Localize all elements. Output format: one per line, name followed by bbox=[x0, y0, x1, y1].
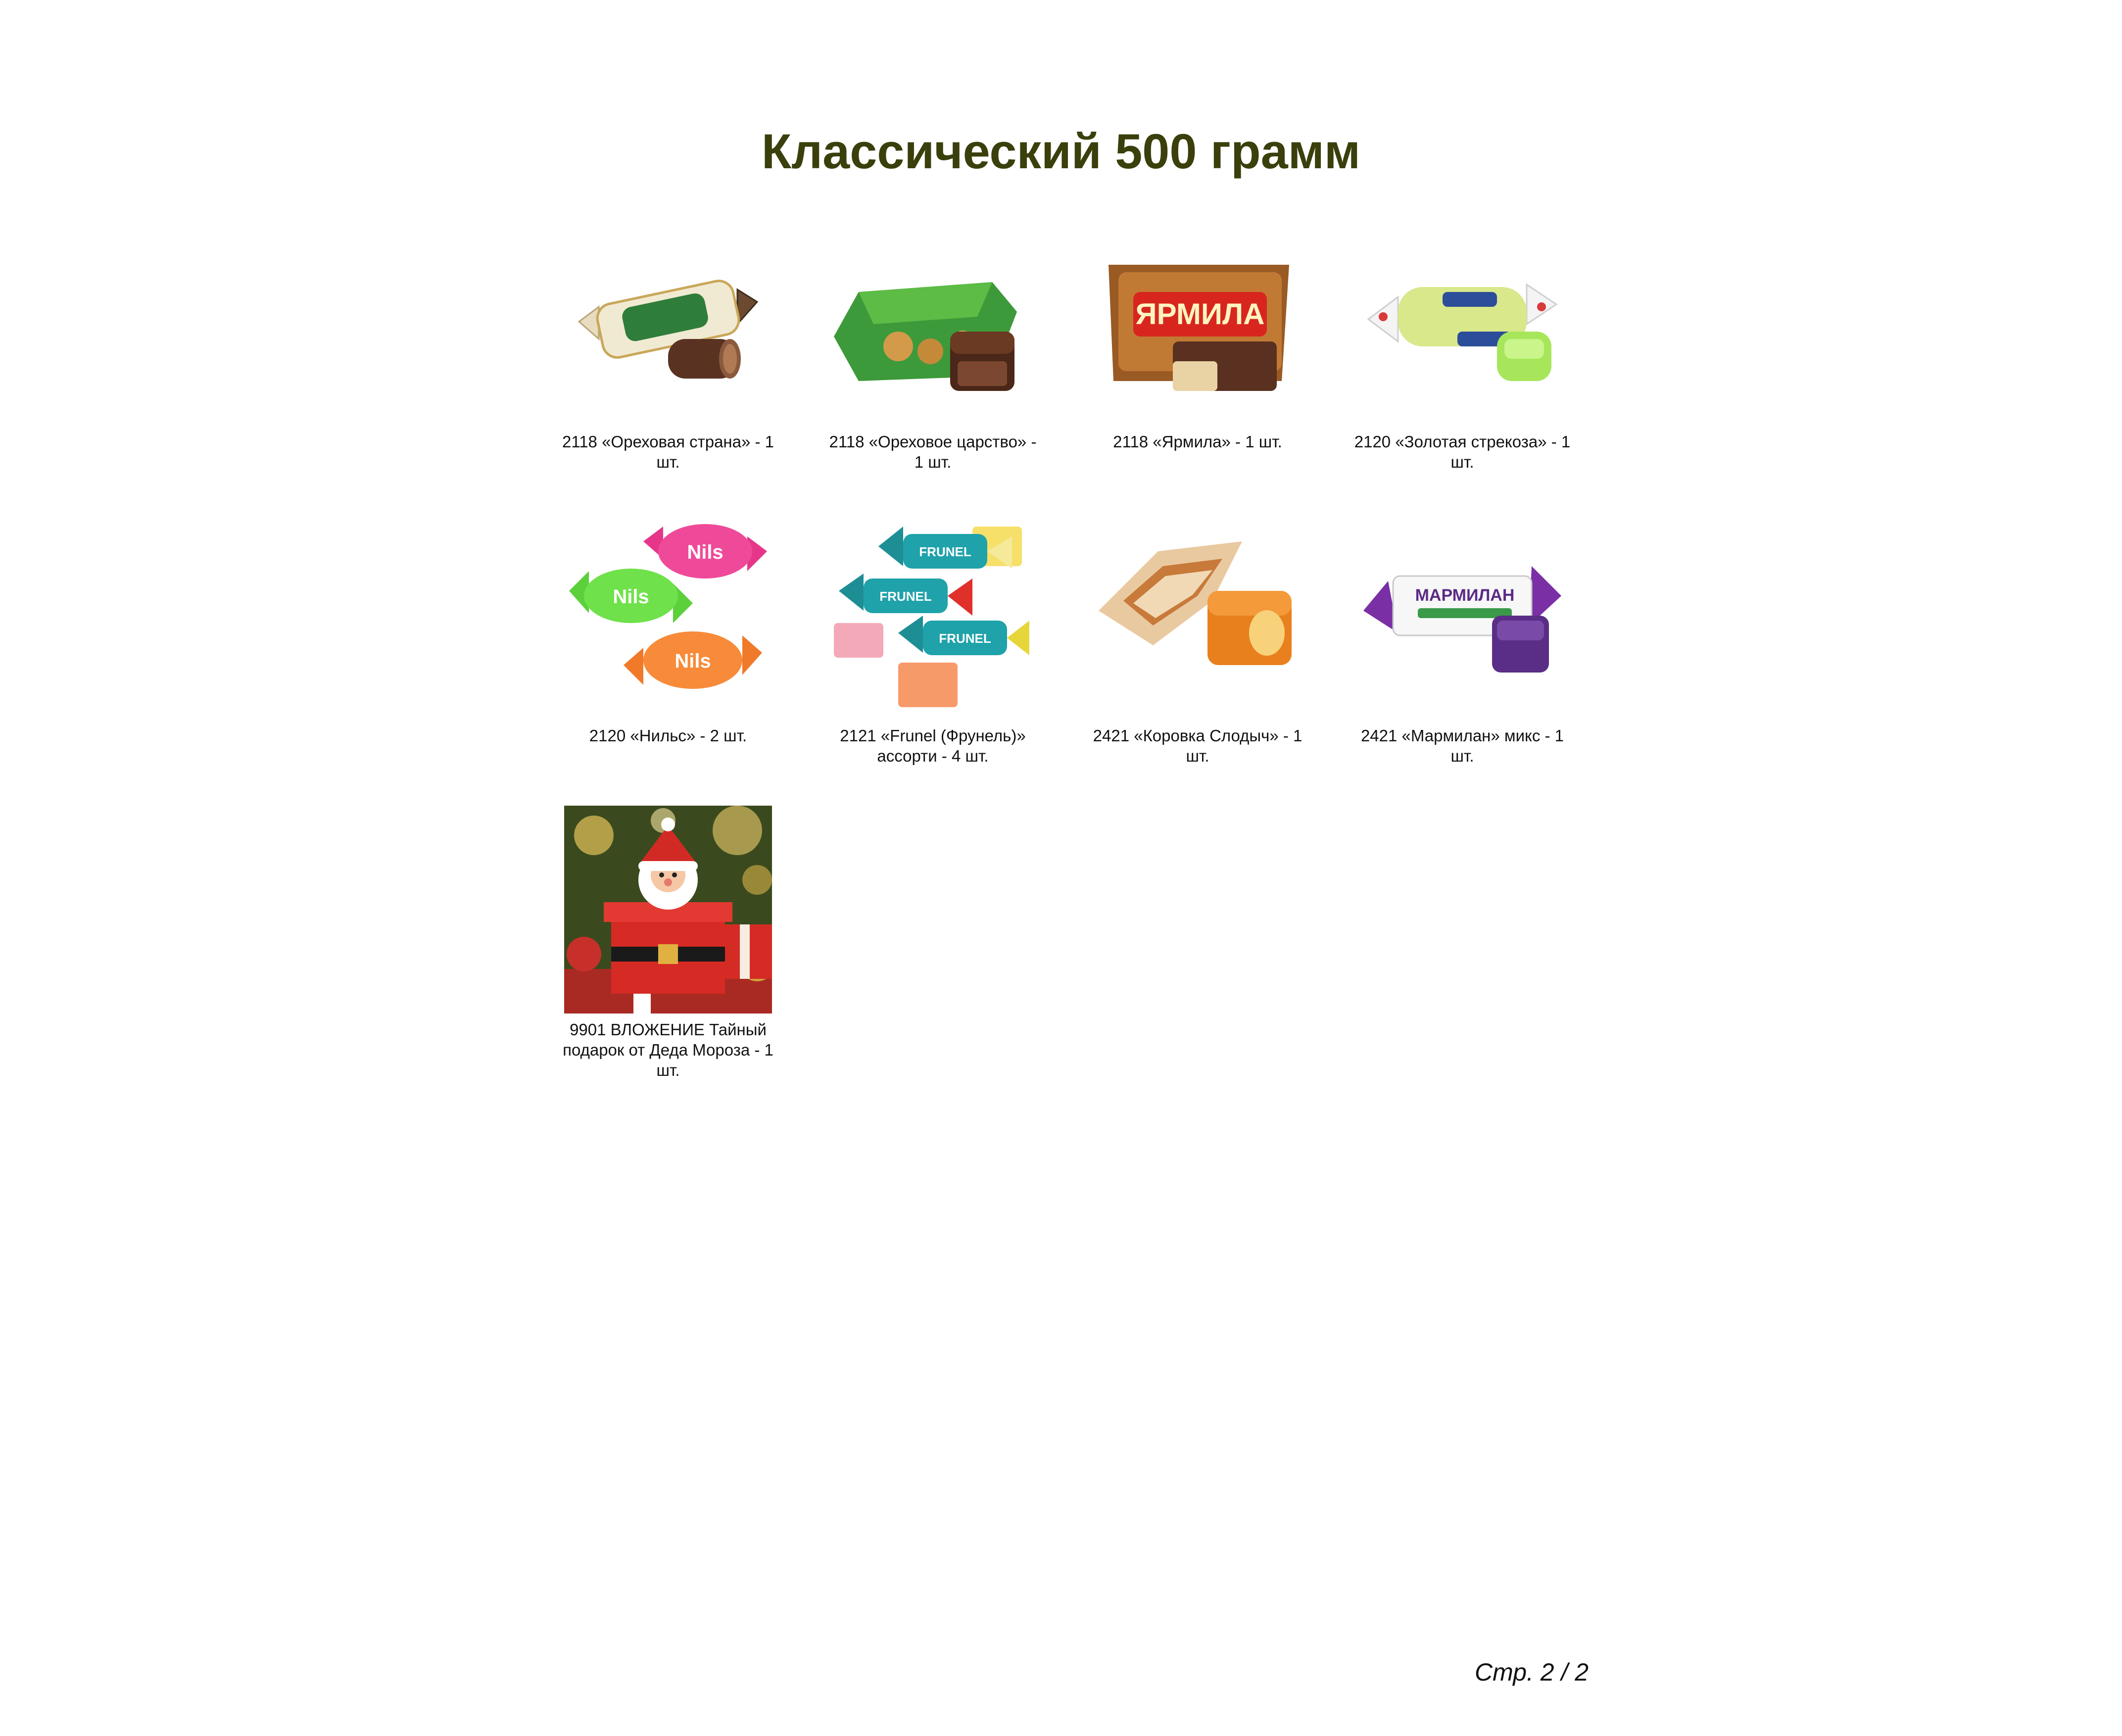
product-item bbox=[1354, 218, 1571, 472]
product-caption: 2118 «Ореховое царство» - 1 шт. bbox=[829, 433, 1037, 471]
product-caption: 2120 «Золотая стрекоза» - 1 шт. bbox=[1354, 433, 1571, 471]
nils-wrapper-text: Nils bbox=[675, 650, 711, 672]
candy-frunel-image bbox=[829, 512, 1037, 720]
product-item bbox=[829, 218, 1037, 472]
santa-gift-box-image bbox=[564, 806, 772, 1013]
candy-orehovaya-strana-image bbox=[564, 218, 772, 426]
product-item bbox=[829, 512, 1037, 766]
yarmila-wrapper-text: ЯРМИЛА bbox=[1135, 297, 1265, 331]
frunel-wrapper-text: FRUNEL bbox=[919, 544, 971, 559]
marmilan-wrapper-text: МАРМИЛАН bbox=[1415, 586, 1515, 605]
nils-wrapper-text: Nils bbox=[687, 541, 723, 563]
page-number: Стр. 2 / 2 bbox=[1475, 1658, 1589, 1686]
frunel-wrapper-text: FRUNEL bbox=[879, 589, 932, 604]
candy-marmilan-image bbox=[1358, 512, 1566, 720]
nils-wrapper-text: Nils bbox=[613, 586, 649, 608]
product-caption: 2121 «Frunel (Фрунель)» ассорти - 4 шт. bbox=[840, 726, 1026, 765]
product-caption: 2120 «Нильс» - 2 шт. bbox=[589, 726, 747, 745]
product-caption: 9901 ВЛОЖЕНИЕ Тайный подарок от Деда Мороза - 1 шт. bbox=[563, 1020, 773, 1079]
candy-yarmila-image bbox=[1094, 218, 1302, 426]
product-item bbox=[1094, 218, 1302, 472]
product-caption: 2421 «Мармилан» микс - 1 шт. bbox=[1360, 726, 1564, 765]
frunel-wrapper-text: FRUNEL bbox=[939, 631, 991, 646]
product-caption: 2118 «Ярмила» - 1 шт. bbox=[1113, 433, 1282, 451]
product-item bbox=[564, 806, 772, 1080]
product-grid bbox=[564, 218, 1618, 1080]
page-title: Классический 500 грамм bbox=[761, 124, 1361, 179]
product-item bbox=[1358, 512, 1566, 766]
candy-korovka-slodych-image bbox=[1094, 512, 1302, 720]
candy-nils-image bbox=[564, 512, 772, 720]
candy-orehovoe-tsarstvo-image bbox=[829, 218, 1037, 426]
candy-zolotaya-strekoza-image bbox=[1358, 218, 1566, 426]
product-item bbox=[564, 218, 772, 472]
product-caption: 2118 «Ореховая страна» - 1 шт. bbox=[562, 433, 774, 471]
product-item bbox=[1094, 512, 1302, 766]
product-caption: 2421 «Коровка Слодыч» - 1 шт. bbox=[1093, 726, 1302, 765]
product-item bbox=[564, 512, 772, 766]
